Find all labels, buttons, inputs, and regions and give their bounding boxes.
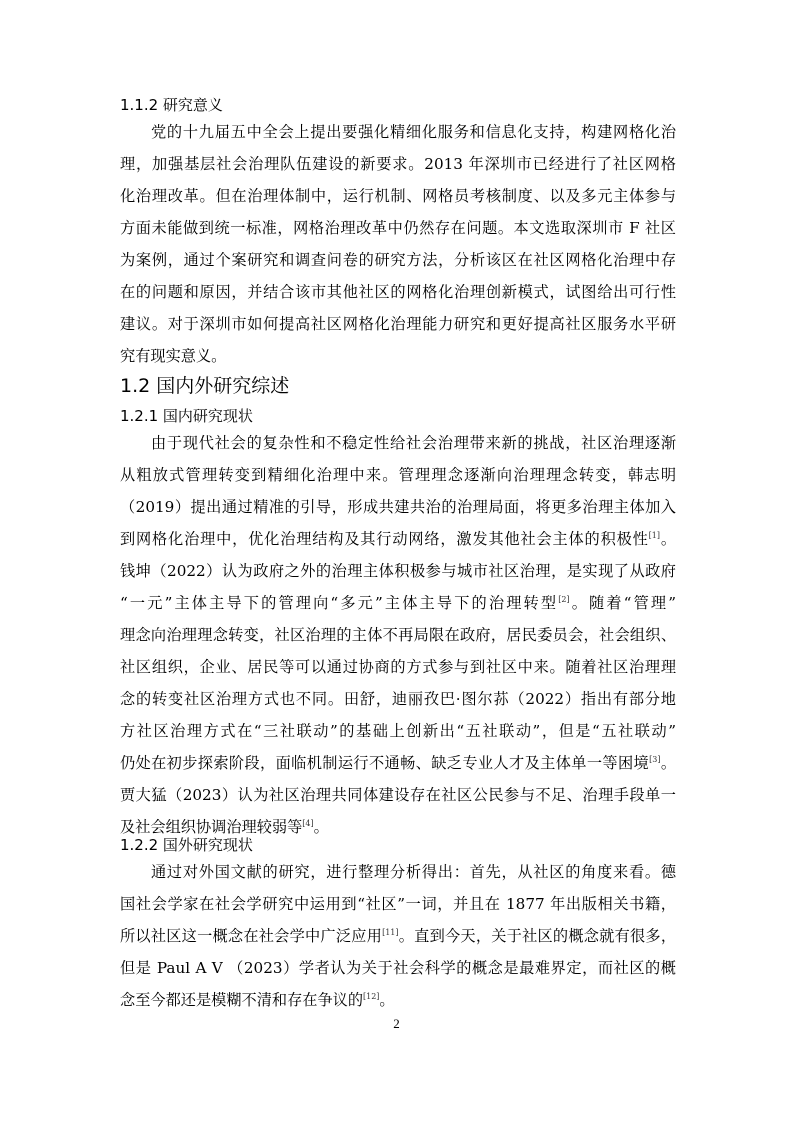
text-run: 念至今都还是模糊不清和存在争议的 [120, 991, 363, 1009]
citation-mark: [12] [363, 992, 380, 1001]
text-line: 究有现实意义。 [120, 347, 227, 365]
paragraph-research-significance [120, 116, 676, 372]
text-line: 方社区治理方式在“三社联动”的基础上创新出“五社联动”，但是“五社联动” [120, 722, 676, 740]
text-line [120, 920, 676, 952]
text-run: 。 [659, 530, 676, 548]
text-run: 。 [660, 754, 676, 772]
text-line: 为案例，通过个案研究和调查问卷的研究方法，分析该区在社区网格化治理中存 [120, 251, 676, 269]
text-run: 及社会组织协调治理较弱等 [120, 818, 303, 836]
text-line [120, 587, 676, 619]
citation-mark: [11] [382, 928, 399, 937]
text-line: 在的问题和原因，并结合该市其他社区的网格化治理创新模式，试图给出可行性 [120, 283, 676, 301]
text-line: 念的转变社区治理方式也不同。田舒，迪丽孜巴·图尔荪（2022）指出有部分地 [120, 690, 676, 708]
text-run: 到网格化治理中，优化治理结构及其行动网络，激发其他社会主体的积极性 [120, 530, 649, 548]
text-run: 仍处在初步探索阶段，面临机制运行不通畅、缺乏专业人才及主体单一等困境 [120, 754, 650, 772]
text-line: 社区组织，企业、居民等可以通过协商的方式参与到社区中来。随着社区治理理 [120, 658, 676, 676]
paragraph-domestic-research [120, 427, 676, 843]
citation-mark: [2] [558, 595, 570, 604]
text-run: 。 [313, 818, 329, 836]
text-run: 。随着“管理” [569, 594, 676, 612]
text-line [120, 984, 676, 1016]
section-heading-1-1-2: 1.1.2 研究意义 [120, 96, 223, 114]
text-line: 国社会学家在社会学研究中运用到“社区”一词，并且在 1877 年出版相关书籍， [120, 895, 676, 913]
text-line: 理，加强基层社会治理队伍建设的新要求。2013 年深圳市已经进行了社区网格 [120, 155, 676, 173]
section-heading-1-2-1: 1.2.1 国内研究现状 [120, 407, 253, 425]
text-line: 化治理改革。但在治理体制中，运行机制、网格员考核制度、以及多元主体参与 [120, 187, 676, 205]
page-number: 2 [393, 1016, 400, 1031]
text-line: 理念向治理理念转变，社区治理的主体不再局限在政府，居民委员会，社会组织、 [120, 626, 676, 644]
citation-mark: [1] [648, 531, 660, 540]
text-line: 建议。对于深圳市如何提高社区网格化治理能力研究和更好提高社区服务水平研 [120, 315, 676, 333]
text-line: 通过对外国文献的研究，进行整理分析得出：首先，从社区的角度来看。德 [151, 863, 676, 881]
text-line: 从粗放式管理转变到精细化治理中来。管理理念逐渐向治理理念转变，韩志明 [120, 466, 676, 484]
text-run: 。直到今天，关于社区的概念就有很多， [398, 927, 676, 945]
text-line: 但是 Paul A V （2023）学者认为关于社会科学的概念是最难界定，而社区的概 [120, 959, 676, 977]
citation-mark: [3] [649, 755, 661, 764]
text-run: 所以社区这一概念在社会学中广泛应用 [120, 927, 383, 945]
text-line [120, 747, 676, 779]
text-run: “一元”主体主导下的管理向“多元”主体主导下的治理转型 [120, 594, 559, 612]
text-line: 钱坤（2022）认为政府之外的治理主体积极参与城市社区治理，是实现了从政府 [120, 562, 676, 580]
text-run: 。 [379, 991, 395, 1009]
paragraph-foreign-research [120, 856, 676, 1016]
text-line: （2019）提出通过精准的引导，形成共建共治的治理局面，将更多治理主体加入 [120, 498, 676, 516]
citation-mark: [4] [302, 819, 314, 828]
section-heading-1-2: 1.2 国内外研究综述 [120, 375, 290, 397]
text-line: 方面未能做到统一标准，网格治理改革中仍然存在问题。本文选取深圳市 F 社区 [120, 219, 676, 237]
text-line: 贾大猛（2023）认为社区治理共同体建设存在社区公民参与不足、治理手段单一 [120, 786, 676, 804]
section-heading-1-2-2: 1.2.2 国外研究现状 [120, 836, 253, 854]
text-line: 由于现代社会的复杂性和不稳定性给社会治理带来新的挑战，社区治理逐渐 [151, 434, 676, 452]
text-line [120, 523, 676, 555]
text-line: 党的十九届五中全会上提出要强化精细化服务和信息化支持，构建网格化治 [151, 123, 676, 141]
